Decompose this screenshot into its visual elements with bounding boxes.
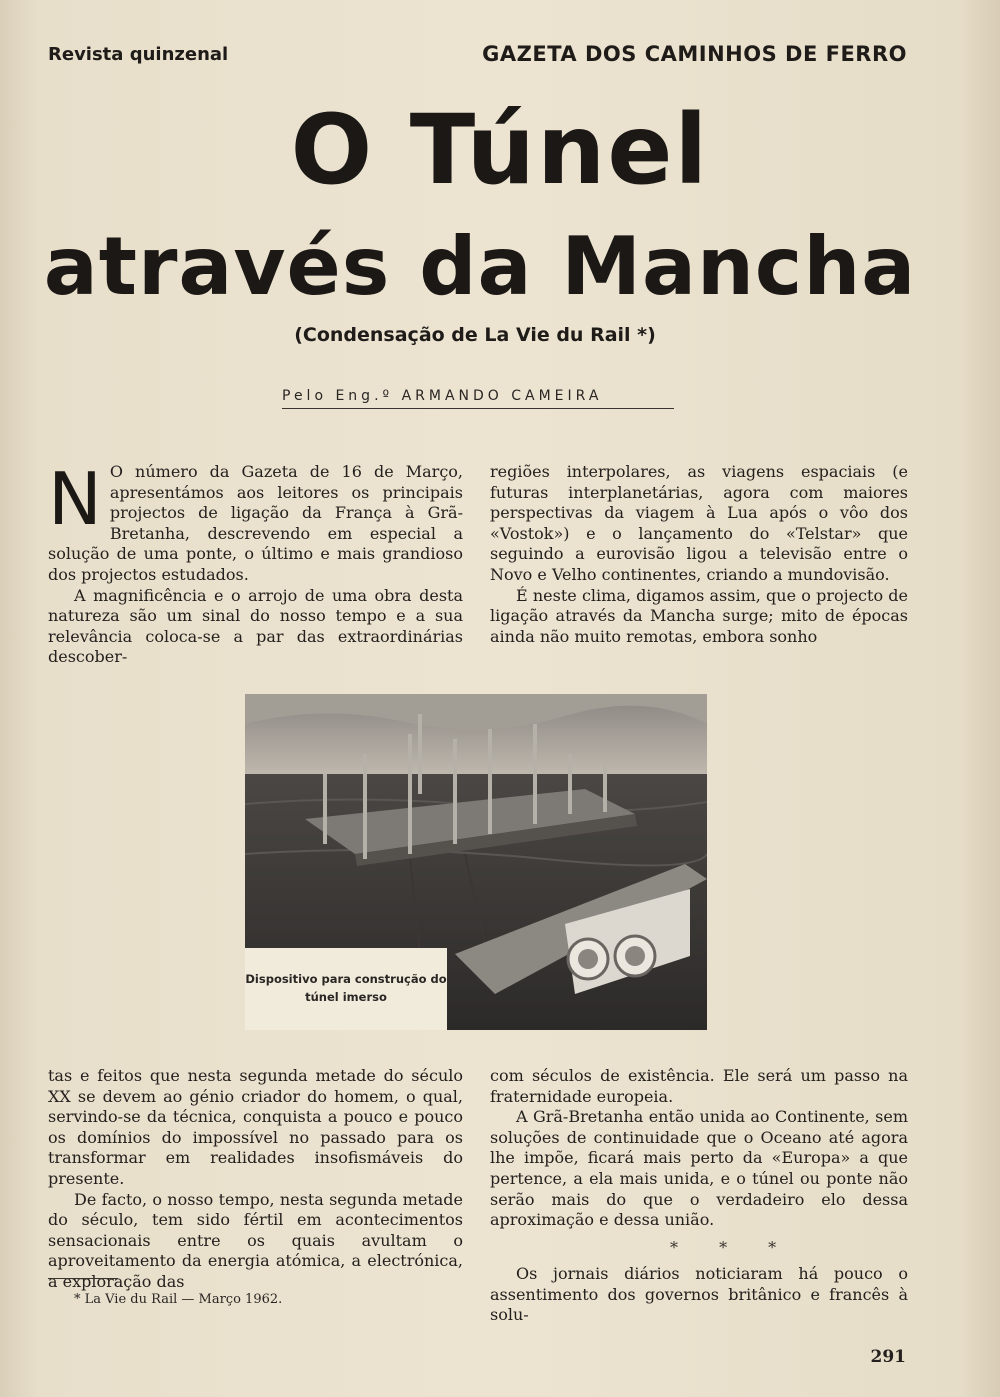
paragraph: regiões interpolares, as viagens espaciais (e futuras interplanetárias, agora com maiores perspectivas da viagem à Lua após o vôo dos «Vostok») e o lançamento do «Telstar» que seguindo a eurovisão ligou a televisão entre o Novo e Velho continentes, criando a mundovisão.	[490, 462, 908, 584]
article-subtitle: (Condensação de La Vie du Rail *)	[294, 324, 656, 346]
section-separator: * * *	[670, 1238, 795, 1257]
paragraph: A magnificência e o arrojo de uma obra desta natureza são um sinal do nosso tempo e a sua relevância coloca-se a par das extraordinárias descober-	[48, 585, 463, 667]
drop-cap: N	[48, 457, 102, 541]
footnote: * La Vie du Rail — Março 1962.	[74, 1292, 283, 1307]
running-header-left: Revista quinzenal	[48, 44, 229, 65]
article-title-line-2: através da Mancha	[43, 220, 917, 313]
paragraph: Os jornais diários noticiaram há pouco o assentimento dos governos britânico e francês à solu-	[490, 1264, 908, 1325]
right-column-end	[490, 1264, 908, 1326]
photo-caption	[245, 948, 447, 1030]
paragraph: De facto, o nosso tempo, nesta segunda metade do século, tem sido fértil em acontecimentos sensacionais entre os quais avultam o aproveitamento da energia atómica, a electrónica, a exploração das	[48, 1189, 463, 1291]
paragraph: O número da Gazeta de 16 de Março, apresentámos aos leitores os principais projectos de ligação da França à Grã-Bretanha, descrevendo em especial a solução de uma ponte, o último e mais grandioso dos projectos estudados.	[48, 462, 463, 584]
caption-text: Dispositivo para construção do túnel imerso	[245, 972, 447, 1004]
left-column-bottom	[48, 1066, 463, 1293]
paragraph: tas e feitos que nesta segunda metade do século XX se devem ao génio criador do homem, o qual, servindo-se da técnica, conquista a pouco e pouco os domínios do impossível no passado para os transformar em realidades insofismáveis do presente.	[48, 1066, 463, 1188]
right-column-bottom	[490, 1066, 908, 1231]
paragraph: É neste clima, digamos assim, que o projecto de ligação através da Mancha surge; mito de épocas ainda não muito remotas, embora sonho	[490, 585, 908, 646]
paragraph: com séculos de existência. Ele será um passo na fraternidade europeia.	[490, 1066, 908, 1106]
running-header-right: GAZETA DOS CAMINHOS DE FERRO	[482, 42, 907, 66]
left-column-top	[48, 457, 463, 668]
footnote-rule	[48, 1278, 118, 1279]
paragraph: A Grã-Bretanha então unida ao Continente, sem soluções de continuidade que o Oceano até agora lhe impõe, ficará mais perto da «Europa» a que pertence, a ela mais unida, e o túnel ou ponte não serão mais do que o verdadeiro elo dessa aproximação e dessa união.	[490, 1107, 908, 1230]
page-number: 291	[870, 1347, 906, 1367]
article-title-line-1: O Túnel	[290, 94, 710, 206]
byline: Pelo Eng.º ARMANDO CAMEIRA	[282, 388, 674, 409]
right-column-top	[490, 462, 908, 647]
